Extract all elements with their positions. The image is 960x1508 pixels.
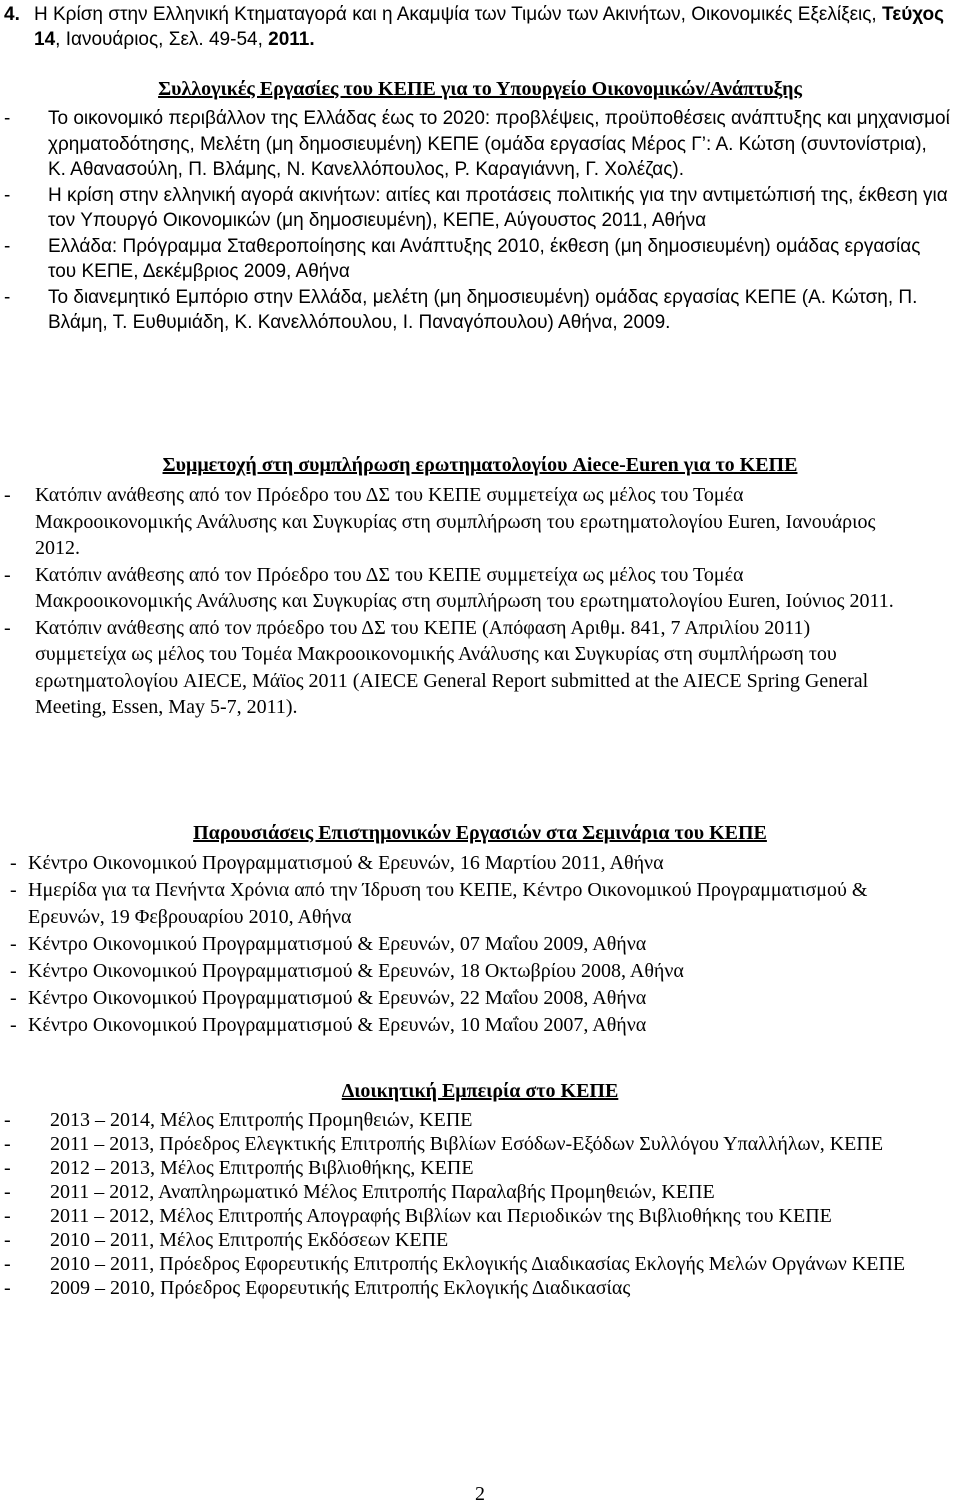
list-item: - 2011 – 2012, Μέλος Επιτροπής Απογραφής Βιβλίων και Περιοδικών της Βιβλιοθήκης του ΚΕΠΕ xyxy=(4,1205,832,1227)
list-item: - Η κρίση στην ελληνική αγορά ακινήτων: αιτίες και προτάσεις πολιτικής για την αντιμετώπισή της, έκθεση για τον Υπουργό Οικονομικών (μη δημοσιευμένη), ΚΕΠΕ, Αύγουστος 2011, Αθήνα xyxy=(4,184,948,231)
publication-text: Η Κρίση στην Ελληνική Κτηματαγορά και η Ακαμψία των Τιμών των Ακινήτων, Οικονομικές Εξελίξεις, Τεύχος 14, Ιανουάριος, Σελ. 49-54, 2011. xyxy=(34,4,945,50)
publication-item-4 xyxy=(4,2,944,52)
list-item: - 2011 – 2013, Πρόεδρος Ελεγκτικής Επιτροπής Βιβλίων Εσόδων-Εξόδων Συλλόγου Υπαλλήλων, ΚΕΠΕ xyxy=(4,1133,884,1155)
page-number: 2 xyxy=(475,1483,485,1505)
list-item: - Κέντρο Οικονομικού Προγραμματισμού & Ερευνών, 18 Οκτωβρίου 2008, Αθήνα xyxy=(10,960,684,982)
list-item: - 2010 – 2011, Πρόεδρος Εφορευτικής Επιτροπής Εκλογικής Διαδικασίας Εκλογής Μελών Οργάνων ΚΕΠΕ xyxy=(4,1253,906,1275)
questionnaire-list xyxy=(4,482,904,721)
list-item: - Κατόπιν ανάθεσης από τον Πρόεδρο του ΔΣ του ΚΕΠΕ συμμετείχα ως μέλος του Τομέα Μακροοικονομικής Ανάλυσης και Συγκυρίας στη συμπλήρωση του ερωτηματολογίου Euren, Ιούνιος 2011. xyxy=(4,563,894,612)
section-heading-administrative: Διοικητική Εμπειρία στο ΚΕΠΕ xyxy=(341,1080,619,1102)
list-item: - 2011 – 2012, Αναπληρωματικό Μέλος Επιτροπής Παραλαβής Προμηθειών, ΚΕΠΕ xyxy=(4,1181,715,1203)
list-item: - 2010 – 2011, Μέλος Επιτροπής Εκδόσεων ΚΕΠΕ xyxy=(4,1229,449,1251)
section-heading-presentations: Παρουσιάσεις Επιστημονικών Εργασιών στα Σεμινάρια του ΚΕΠΕ xyxy=(193,822,767,844)
administrative-list xyxy=(4,1108,934,1300)
list-item: - 2012 – 2013, Μέλος Επιτροπής Βιβλιοθήκης, ΚΕΠΕ xyxy=(4,1157,474,1179)
list-item: - Κέντρο Οικονομικού Προγραμματισμού & Ερευνών, 22 Μαΐου 2008, Αθήνα xyxy=(10,987,647,1009)
list-item: - Κατόπιν ανάθεσης από τον Πρόεδρο του ΔΣ του ΚΕΠΕ συμμετείχα ως μέλος του Τομέα Μακροοικονομικής Ανάλυσης και Συγκυρίας στη συμπλήρωση του ερωτηματολογίου Euren, Ιανουάριος 2012. xyxy=(4,484,876,559)
list-item: - Κέντρο Οικονομικού Προγραμματισμού & Ερευνών, 16 Μαρτίου 2011, Αθήνα xyxy=(10,852,664,874)
list-item: - 2009 – 2010, Πρόεδρος Εφορευτικής Επιτροπής Εκλογικής Διαδικασίας xyxy=(4,1277,631,1299)
presentations-list xyxy=(10,850,910,1039)
item-number: 4. xyxy=(4,4,20,25)
collective-works-list xyxy=(4,106,950,336)
list-item: - Κέντρο Οικονομικού Προγραμματισμού & Ερευνών, 07 Μαΐου 2009, Αθήνα xyxy=(10,933,647,955)
list-item: - Το οικονομικό περιβάλλον της Ελλάδας έως το 2020: προβλέψεις, προϋποθέσεις ανάπτυξης και μηχανισμοί χρηματοδότησης, Μελέτη (μη δημοσιευμένη) ΚΕΠΕ (ομάδα εργασίας Μέρος Γ’: Α. Κώτση (συντονίστρια), Κ. Αθανασούλη, Π. Βλάμης, Ν. Κανελλόπουλος, Ρ. Καραγιάννη, Γ. Χολέζας). xyxy=(4,108,950,180)
list-item: - Ελλάδα: Πρόγραμμα Σταθεροποίησης και Ανάπτυξης 2010, έκθεση (μη δημοσιευμένη) ομάδας εργασίας του ΚΕΠΕ, Δεκέμβριος 2009, Αθήνα xyxy=(4,235,921,282)
section-heading-questionnaire: Συμμετοχή στη συμπλήρωση ερωτηματολογίου Aiece-Euren για το ΚΕΠΕ xyxy=(162,454,798,476)
section-heading-collective-works: Συλλογικές Εργασίες του ΚΕΠΕ για το Υπουργείο Οικονομικών/Ανάπτυξης xyxy=(158,78,802,100)
list-item: - 2013 – 2014, Μέλος Επιτροπής Προμηθειών, ΚΕΠΕ xyxy=(4,1109,473,1131)
list-item: - Το διανεμητικό Εμπόριο στην Ελλάδα, μελέτη (μη δημοσιευμένη) ομάδας εργασίας ΚΕΠΕ (Α. Κώτση, Π. Βλάμη, Τ. Ευθυμιάδη, Κ. Κανελλόπουλου, Ι. Παναγόπουλου) Αθήνα, 2009. xyxy=(4,286,918,333)
list-item: - Ημερίδα για τα Πενήντα Χρόνια από την Ίδρυση του ΚΕΠΕ, Κέντρο Οικονομικού Προγραμματισμού & Ερευνών, 19 Φεβρουαρίου 2010, Αθήνα xyxy=(10,879,868,928)
list-item: - Κέντρο Οικονομικού Προγραμματισμού & Ερευνών, 10 Μαΐου 2007, Αθήνα xyxy=(10,1014,647,1036)
list-item: - Κατόπιν ανάθεσης από τον πρόεδρο του ΔΣ του ΚΕΠΕ (Απόφαση Αριθμ. 841, 7 Απριλίου 2011) συμμετείχα ως μέλος του Τομέα Μακροοικονομικής Ανάλυσης και Συγκυρίας στη συμπλήρωση του ερωτηματολογίου AIECE, Μάϊος 2011 (AIECE General Report submitted at the AIECE Spring General Meeting, Essen, May 5-7, 2011). xyxy=(4,616,869,718)
